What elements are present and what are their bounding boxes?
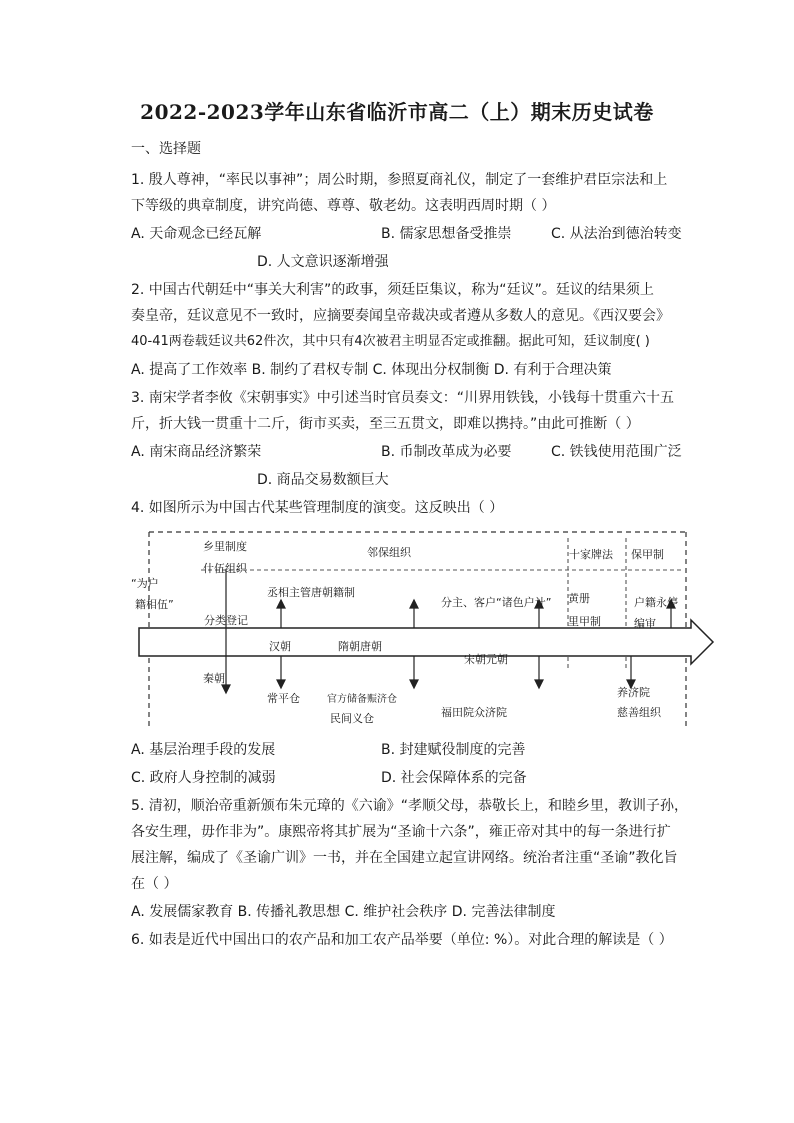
- label-chancellor-registry: 丞相主管唐朝籍制: [267, 586, 355, 599]
- label-bianshen: 编审: [634, 617, 656, 630]
- question-1-option-b: B. 儒家思想备受推崇: [381, 226, 512, 242]
- label-zhuke-hu: 分主、客户“诸色户计”: [441, 596, 552, 609]
- label-qin-dynasty: 秦朝: [203, 672, 225, 685]
- label-linbao-organization: 邻保组织: [367, 546, 411, 559]
- question-2-line-1: 2. 中国古代朝廷中“事关大利害”的政事，须廷臣集议，称为“廷议”。廷议的结果须上: [131, 282, 654, 298]
- label-jixiangwu: 籍相伍”: [135, 598, 174, 611]
- question-4-option-c: C. 政府人身控制的减弱: [131, 770, 276, 786]
- question-2-line-2: 奏皇帝，廷议意见不一致时，应摘要奏闻皇帝裁决或者遵从多数人的意见。《西汉要会》: [131, 308, 670, 324]
- question-3-option-b: B. 币制改革成为必要: [381, 444, 512, 460]
- label-sui-tang-dynasty: 隋朝唐朝: [338, 640, 382, 653]
- question-4-stem: 4. 如图所示为中国古代某些管理制度的演变。这反映出（ ）: [131, 500, 504, 516]
- question-2-options: A. 提高了工作效率 B. 制约了君权专制 C. 体现出分权制衡 D. 有利于合理决策: [131, 362, 612, 378]
- label-classified-registration: 分类登记: [204, 614, 248, 627]
- label-baojia-system: 保甲制: [631, 548, 664, 561]
- page-title: 2022-2023学年山东省临沂市高二（上）期末历史试卷: [140, 100, 654, 124]
- section-heading: 一、选择题: [131, 141, 201, 157]
- label-shiwu-organization: 什伍组织: [203, 562, 247, 575]
- question-3-option-a: A. 南宋商品经济繁荣: [131, 444, 262, 460]
- label-futian-yuan: 福田院众济院: [441, 706, 507, 719]
- label-shijia-paifa: 十家牌法: [569, 548, 613, 561]
- question-2-line-3: 40-41两卷载廷议共62件次，其中只有4次被君主明显否定或推翻。据此可知，廷议制度( ): [131, 334, 650, 349]
- question-5-line-3: 展注解，编成了《圣谕广训》一书，并在全国建立起宣讲网络。统治者注重“圣谕”教化旨: [131, 850, 678, 866]
- label-official-granary: 官方储备赈济仓: [327, 694, 397, 705]
- question-1-line-1: 1. 殷人尊神，“率民以事神”；周公时期，参照夏商礼仪，制定了一套维护君臣宗法和上: [131, 172, 668, 188]
- question-1-line-2: 下等级的典章制度，讲究尚德、尊尊、敬老幼。这表明西周时期（ ）: [131, 198, 556, 214]
- question-1-option-d: D. 人文意识逐渐增强: [257, 254, 389, 270]
- question-4-option-a: A. 基层治理手段的发展: [131, 742, 276, 758]
- question-5-line-2: 各安生理，毋作非为”。康熙帝将其扩展为“圣谕十六条”，雍正帝对其中的每一条进行扩: [131, 824, 671, 840]
- label-song-yuan-dynasty: 宋朝元朝: [464, 653, 508, 666]
- question-5-line-4: 在（ ）: [131, 876, 178, 892]
- label-yangji-yuan: 养济院: [617, 686, 650, 699]
- label-han-dynasty: 汉朝: [269, 640, 291, 653]
- label-huangce: 黄册: [568, 592, 590, 605]
- question-3-line-1: 3. 南宋学者李攸《宋朝事实》中引述当时官员奏文：“川界用铁钱，小钱每十贯重六十五: [131, 390, 675, 406]
- question-4-option-b: B. 封建赋役制度的完善: [381, 742, 526, 758]
- label-weihu: “为户: [131, 577, 159, 590]
- question-1-option-c: C. 从法治到德治转变: [551, 226, 682, 242]
- question-3-option-c: C. 铁钱使用范围广泛: [551, 444, 682, 460]
- question-3-line-2: 斤，折大钱一贯重十二斤，街市买卖，至三五贯文，即难以携持。”由此可推断（ ）: [131, 416, 640, 432]
- question-6-line-1: 6. 如表是近代中国出口的农产品和加工农产品举要（单位: %）。对此合理的解读是（ ）: [131, 932, 673, 948]
- question-5-options: A. 发展儒家教育 B. 传播礼教思想 C. 维护社会秩序 D. 完善法律制度: [131, 904, 556, 920]
- system-evolution-diagram: [131, 530, 731, 730]
- label-folk-granary: 民间义仓: [330, 712, 374, 725]
- question-3-option-d: D. 商品交易数额巨大: [257, 472, 389, 488]
- question-5-line-1: 5. 清初，顺治帝重新颁布朱元璋的《六谕》“孝顺父母，恭敬长上，和睦乡里，教训子孙，: [131, 798, 689, 814]
- question-4-option-d: D. 社会保障体系的完备: [381, 770, 527, 786]
- label-changping-granary: 常平仓: [267, 692, 300, 705]
- label-lijia-system: 里甲制: [568, 615, 601, 628]
- label-charity-organization: 慈善组织: [617, 706, 661, 719]
- label-huji-yongting: 户籍永停: [634, 596, 678, 609]
- label-xiangli-system: 乡里制度: [203, 540, 247, 553]
- question-1-option-a: A. 天命观念已经瓦解: [131, 226, 262, 242]
